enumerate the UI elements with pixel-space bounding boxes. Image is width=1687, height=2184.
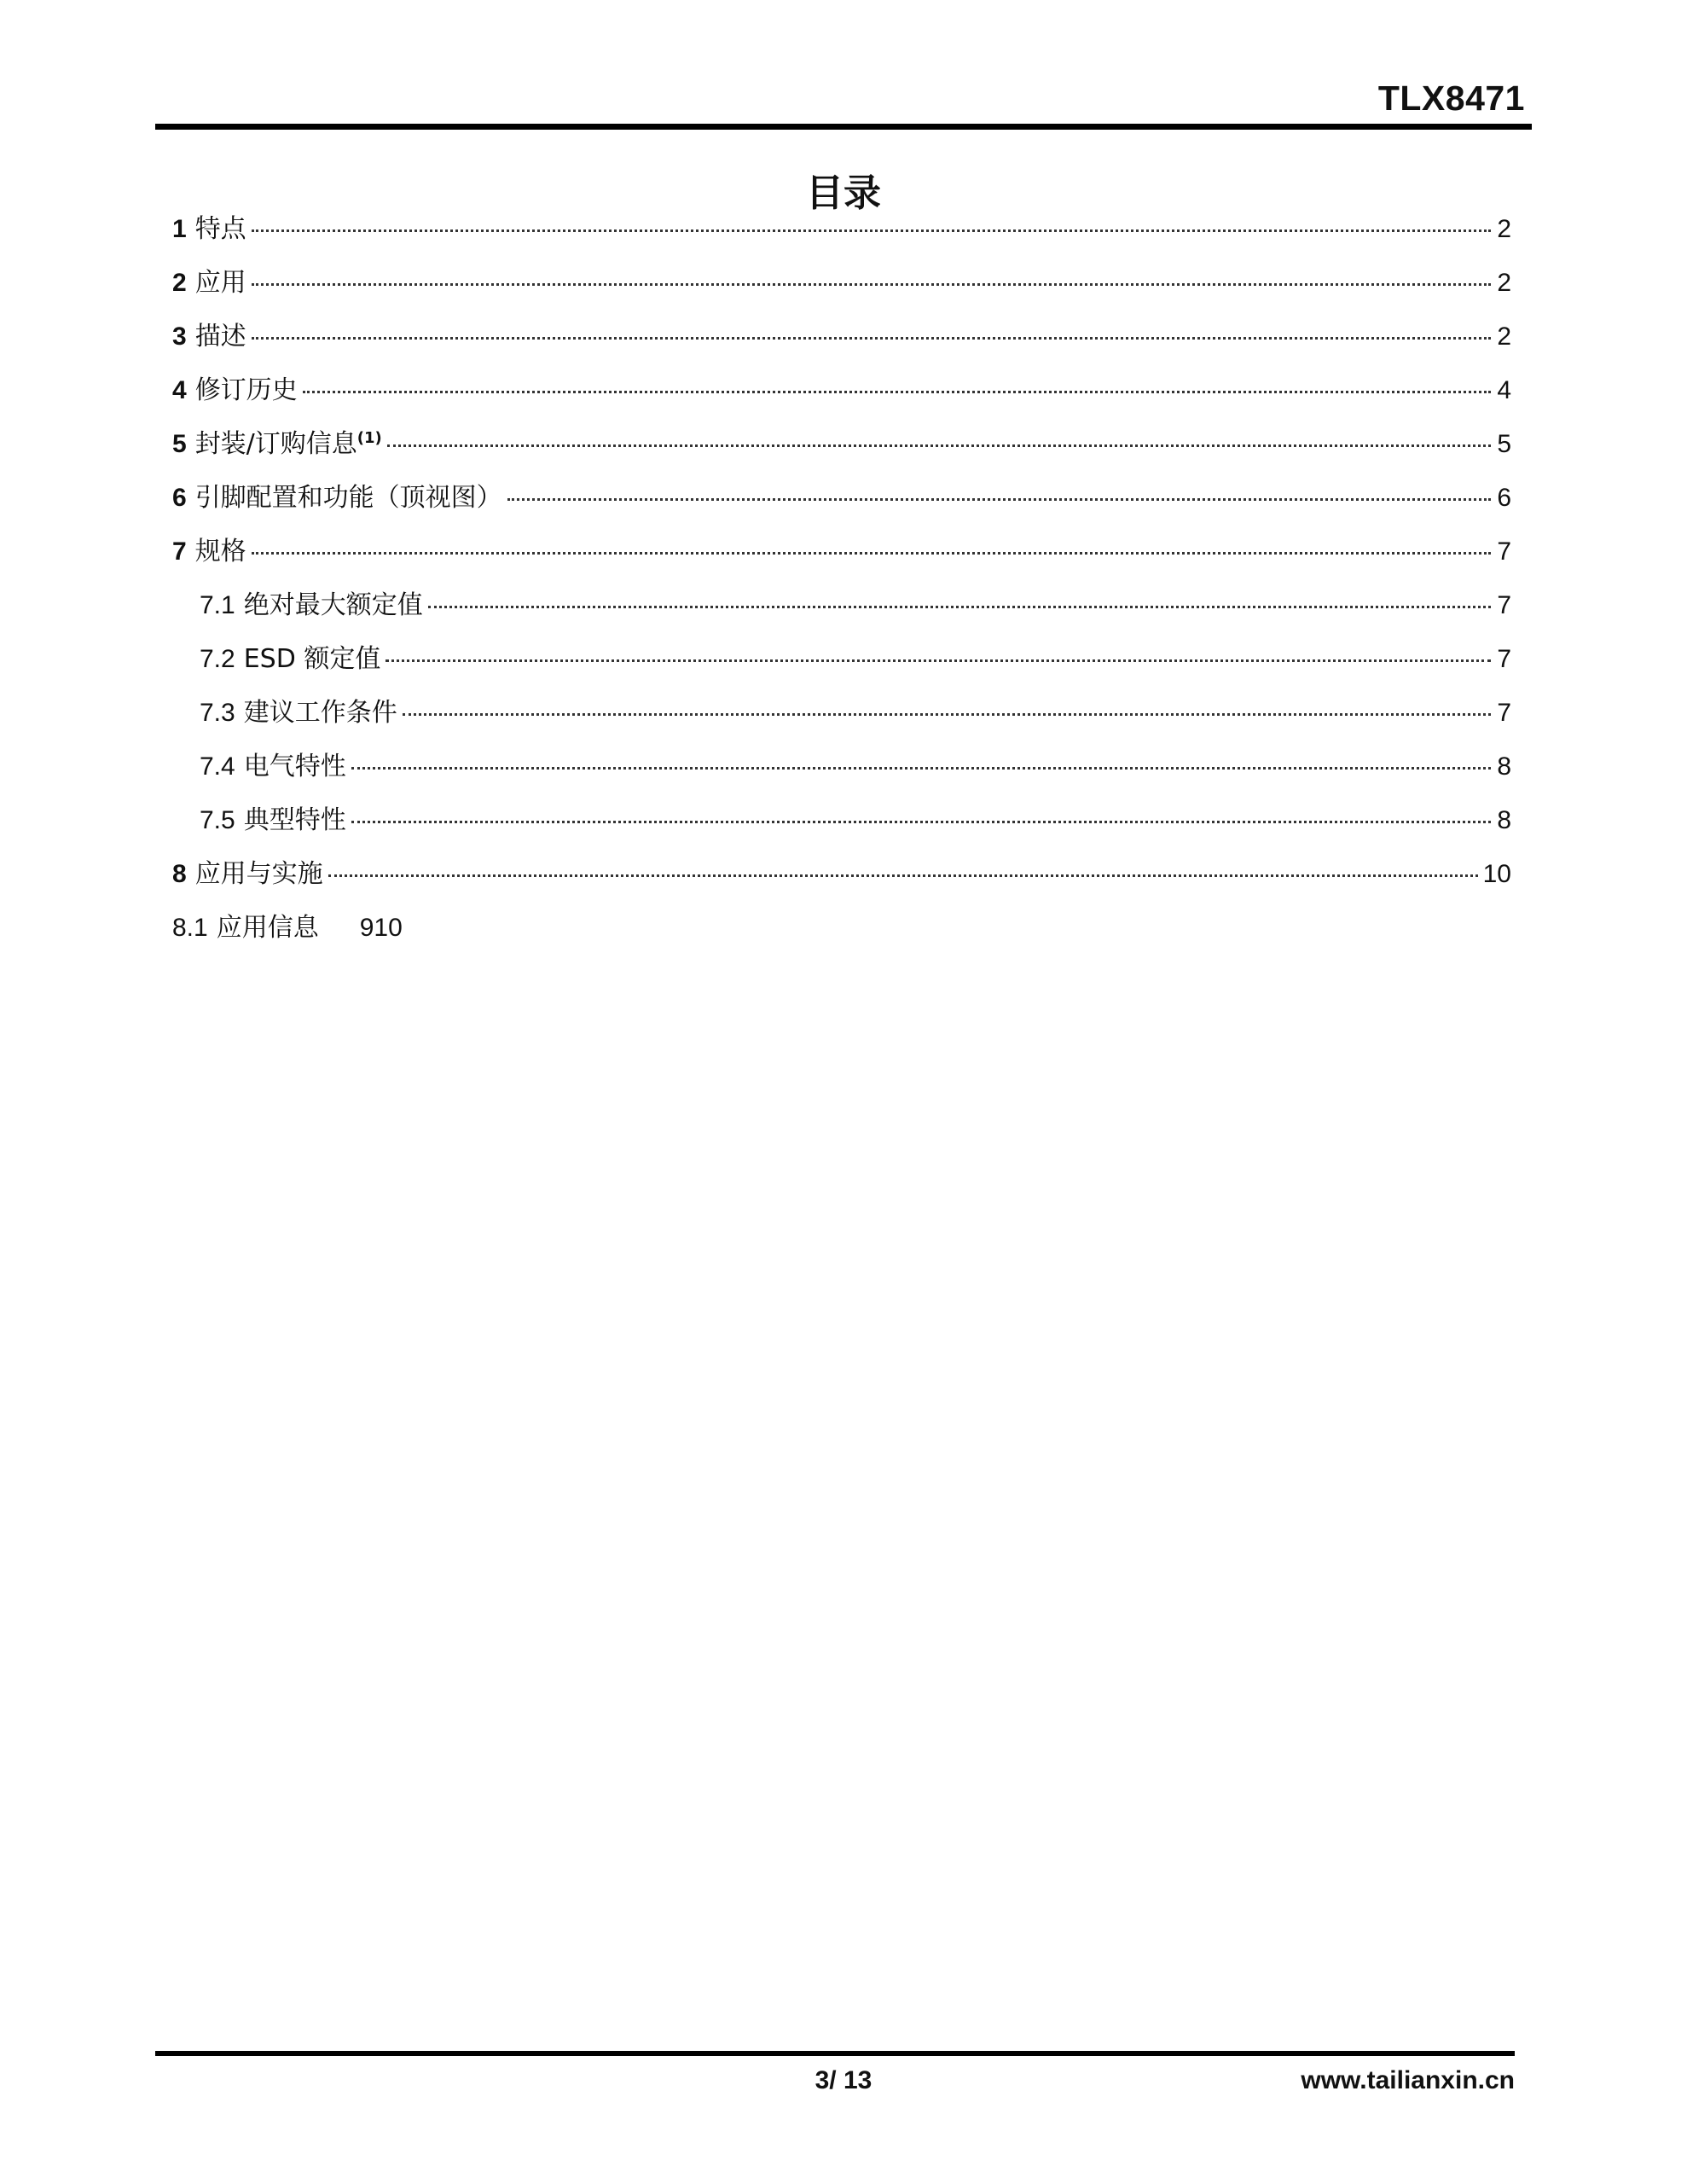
toc-entry-page: 2 [1497,322,1511,351]
toc-leader [386,659,1491,662]
toc-entry-page: 910 [359,914,403,942]
toc-entry-label: 典型特性 [243,805,346,835]
toc-entry-label: 应用 [194,268,246,298]
toc-entry-number: 7.5 [200,806,235,834]
toc-entry[interactable] [172,530,1511,584]
toc-leader [351,767,1491,770]
toc-leader [252,552,1491,555]
toc-subentry[interactable] [172,691,1511,745]
toc-entry-number: 6 [172,484,187,512]
toc-leader [252,229,1491,232]
document-code: TLX8471 [1377,78,1525,118]
toc-entry-label: 修订历史 [194,375,298,405]
toc-entry-page: 2 [1497,269,1511,297]
toc-entry-number: 7.4 [200,752,235,781]
website-link[interactable]: www.tailianxin.cn [1301,2066,1515,2094]
toc-entry-number: 8 [172,860,187,888]
toc-subentry[interactable] [172,906,1511,960]
toc-entry-number: 3 [172,322,187,351]
table-of-contents [172,207,1511,960]
toc-entry-page: 4 [1497,376,1511,404]
toc-entry[interactable] [172,207,1511,261]
toc-entry-label: 电气特性 [243,752,346,781]
toc-entry-page: 8 [1497,752,1511,781]
toc-entry-label-text: 封装/订购信息 [194,429,357,459]
toc-entry-page: 10 [1482,860,1511,888]
toc-entry-number: 8.1 [172,914,208,942]
toc-entry-number: 7.1 [200,591,235,619]
toc-leader [252,283,1491,286]
toc-entry-page: 2 [1497,215,1511,243]
toc-entry-label: 建议工作条件 [243,698,397,728]
toc-title: 目录 [806,171,881,215]
toc-leader [252,337,1491,340]
toc-entry-page: 7 [1497,699,1511,727]
toc-entry-label: 规格 [194,537,246,566]
toc-entry-page: 7 [1497,645,1511,673]
page-number: 3/ 13 [815,2066,872,2094]
toc-entry[interactable] [172,261,1511,315]
toc-subentry[interactable] [172,745,1511,799]
toc-entry-number: 4 [172,376,187,404]
toc-entry-label: 特点 [194,214,246,244]
toc-entry-label [195,422,382,460]
toc-entry-number: 1 [172,215,187,243]
toc-subentry[interactable] [172,584,1511,637]
toc-entry-label: 应用信息 [216,913,319,943]
toc-entry-page: 5 [1497,430,1511,458]
toc-leader [403,713,1491,716]
toc-entry-label: 引脚配置和功能（顶视图） [194,483,502,513]
toc-leader [351,821,1491,823]
header-rule [155,124,1532,130]
footer-rule [155,2051,1515,2056]
toc-subentry[interactable] [172,637,1511,691]
toc-entry[interactable] [172,369,1511,422]
toc-entry-page: 7 [1497,591,1511,619]
toc-entry-page: 6 [1497,484,1511,512]
toc-entry-label: ESD 额定值 [243,644,381,674]
toc-entry-label: 绝对最大额定值 [243,590,423,620]
toc-entry-number: 7.3 [200,699,235,727]
toc-entry-label: 描述 [194,322,246,351]
toc-entry-page: 8 [1497,806,1511,834]
toc-entry-page: 7 [1497,537,1511,566]
footnote-marker: (1) [357,429,382,447]
toc-entry[interactable] [172,315,1511,369]
toc-entry[interactable] [172,476,1511,530]
toc-entry-number: 5 [172,430,187,458]
toc-entry-number: 2 [172,269,187,297]
toc-entry-number: 7 [172,537,187,566]
toc-entry[interactable] [172,422,1511,476]
toc-leader [303,391,1491,393]
toc-leader [387,444,1491,447]
toc-entry-number: 7.2 [200,645,235,673]
toc-entry[interactable] [172,852,1511,906]
toc-leader [507,498,1491,501]
toc-leader [328,874,1478,877]
toc-leader [428,606,1491,608]
toc-entry-label: 应用与实施 [194,859,323,889]
toc-subentry[interactable] [172,799,1511,852]
